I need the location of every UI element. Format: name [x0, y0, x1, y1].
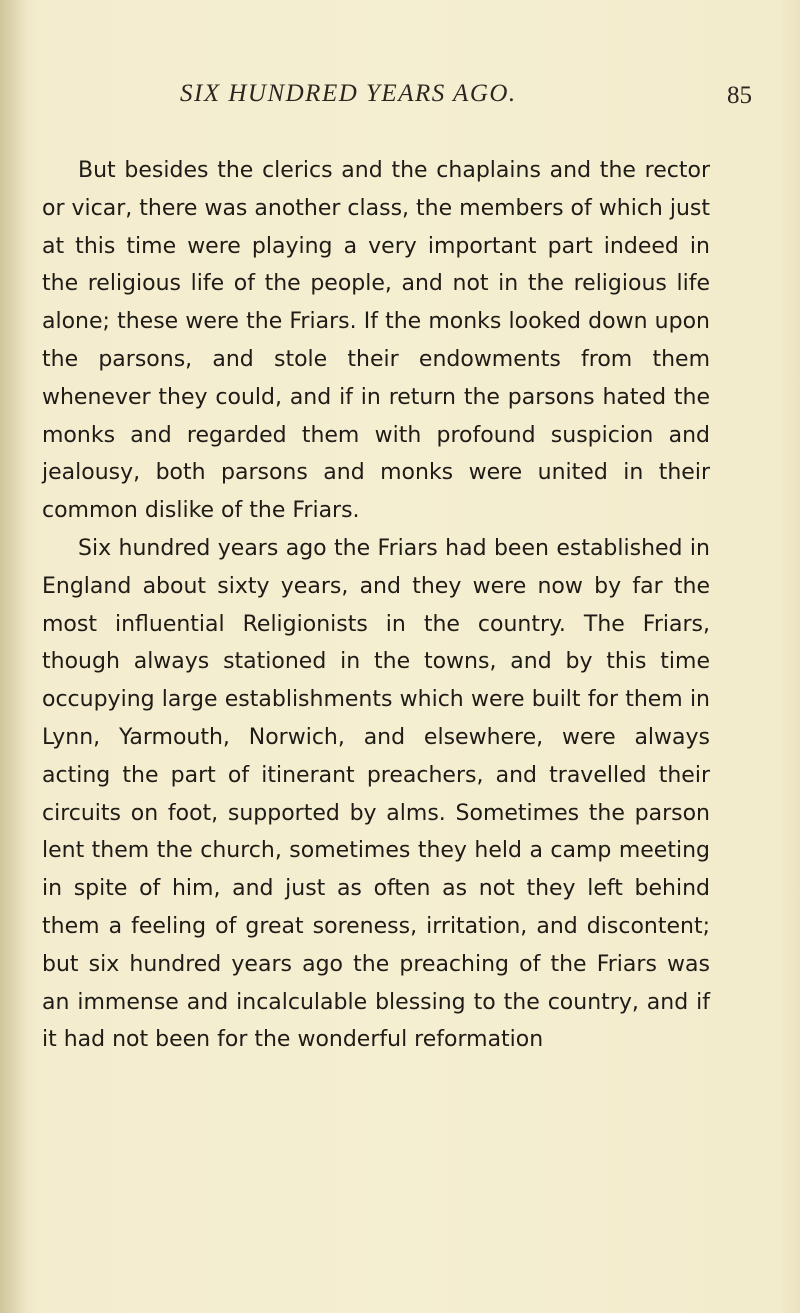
- paragraph: But besides the clerics and the chaplains and the rector or vicar, there was another class, the members of which just at this time were playing a very important part indeed in the religious life of the people, and not in the religious life alone; these were the Friars. If the monks looked down upon the parsons, and stole their endowments from them whenever they could, and if in return the parsons hated the monks and regarded them with profound suspicion and jealousy, both parsons and monks were united in their common dislike of the Friars.: [42, 158, 710, 524]
- running-head: [40, 80, 752, 120]
- running-title: SIX HUNDRED YEARS AGO.: [180, 80, 517, 107]
- paragraph: Six hundred years ago the Friars had been established in England about sixty years, and they were now by far the most influential Religionists in the country. The Friars, though always stationed in the towns, and by this time occupying large establishments which were built for them in Lynn, Yarmouth, Norwich, and elsewhere, were always acting the part of itinerant preachers, and travelled their circuits on foot, supported by alms. Sometimes the parson lent them the church, sometimes they held a camp meeting in spite of him, and just as often as not they left behind them a feeling of great soreness, irritation, and discontent; but six hundred years ago the preaching of the Friars was an immense and incalculable blessing to the country, and if it had not been for the wonderful reformation: [42, 535, 710, 1053]
- spine-shadow: [0, 0, 28, 1313]
- page-number: 85: [727, 82, 752, 109]
- body-text: [42, 152, 710, 1059]
